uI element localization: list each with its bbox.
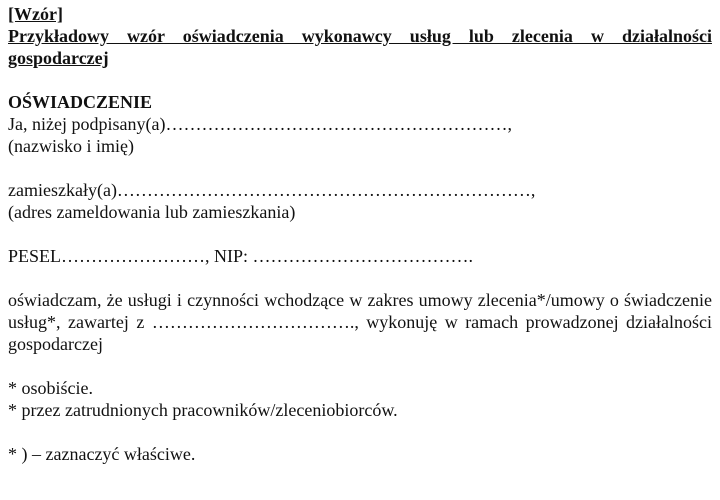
statement-paragraph: oświadczam, że usługi i czynności wchodzące w zakres umowy zlecenia*/umowy o świadczenie usług*, zawartej z ……………………………., wykonuję w ramach prowadzonej działalności gospodarczej [8, 290, 712, 354]
statement-heading: OŚWIADCZENIE [8, 92, 153, 112]
spacer [8, 157, 712, 179]
spacer [8, 267, 712, 289]
name-line: Ja, niżej podpisany(a)…………………………………………………, [8, 114, 512, 134]
spacer [8, 421, 712, 443]
template-tag: [Wzór] [8, 4, 63, 24]
option-employees: * przez zatrudnionych pracowników/zleceniobiorców. [8, 400, 398, 420]
address-line: zamieszkały(a)……………………………………………………………, [8, 180, 536, 200]
pesel-nip-line: PESEL……………………, NIP: ………………………………. [8, 246, 474, 266]
footnote: * ) – zaznaczyć właściwe. [8, 444, 196, 464]
document-title: Przykładowy wzór oświadczenia wykonawcy usług lub zlecenia w działalności gospodarczej [8, 26, 712, 68]
address-hint: (adres zameldowania lub zamieszkania) [8, 202, 296, 222]
name-hint: (nazwisko i imię) [8, 136, 134, 156]
spacer [8, 355, 712, 377]
spacer [8, 223, 712, 245]
option-personally: * osobiście. [8, 378, 93, 398]
